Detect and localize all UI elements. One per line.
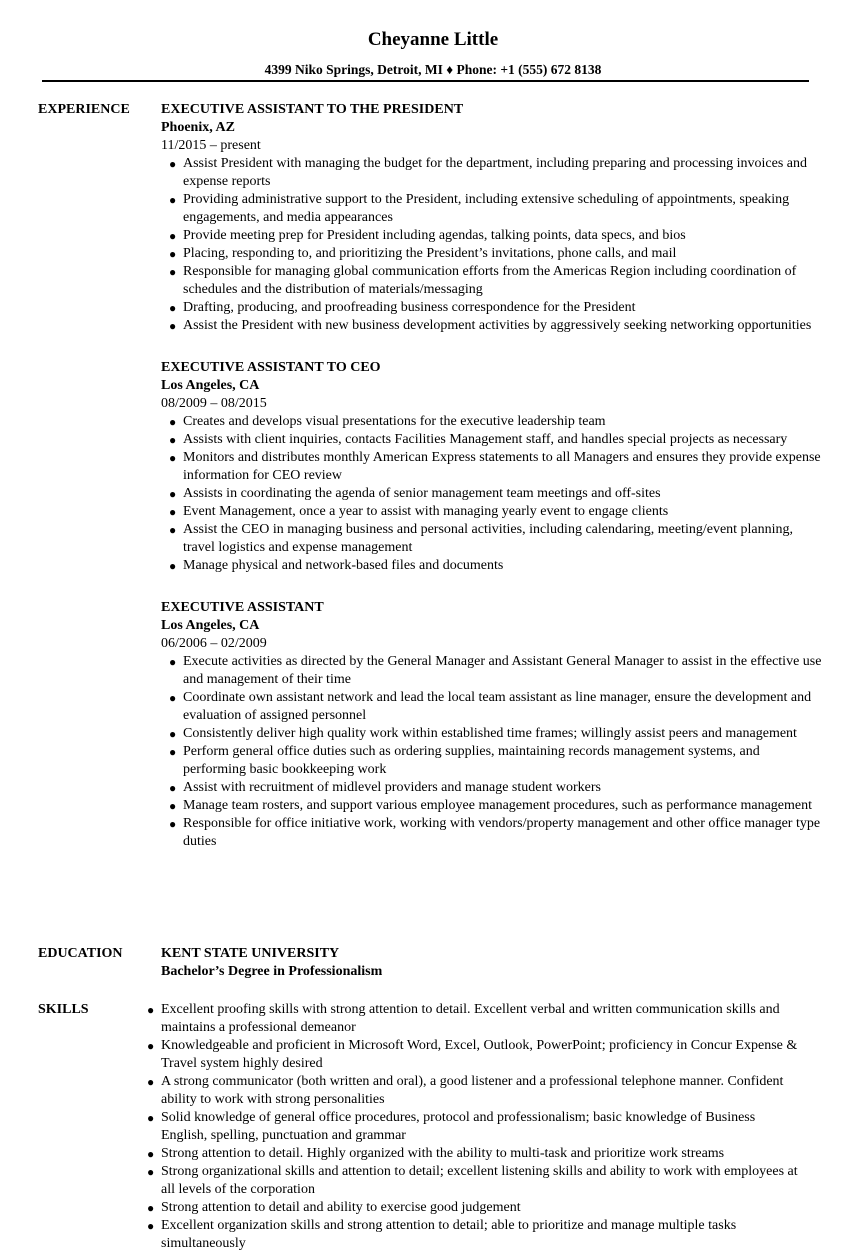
bullet-icon: ● <box>169 433 177 447</box>
bullet-text: Responsible for managing global communication efforts from the Americas Region including coordination of schedules and the distribution of materials/messaging <box>183 264 797 297</box>
job-entry <box>161 359 821 575</box>
list-item <box>161 263 823 299</box>
bullet-icon: ● <box>169 157 177 171</box>
skill-text: Excellent organization skills and strong attention to detail; able to prioritize and manage multiple tasks simultaneously <box>161 1218 737 1251</box>
job-bullets <box>161 653 821 851</box>
list-item <box>161 815 823 851</box>
list-item <box>161 779 823 797</box>
list-item <box>139 1217 801 1253</box>
degree-name: Bachelor’s Degree in Professionalism <box>161 964 383 979</box>
bullet-icon: ● <box>169 505 177 519</box>
list-item <box>161 299 823 317</box>
bullet-text: Assists with client inquiries, contacts Facilities Management staff, and handles special projects as necessary <box>183 432 788 447</box>
list-item <box>161 317 823 335</box>
list-item <box>161 743 823 779</box>
job-title: EXECUTIVE ASSISTANT <box>161 600 324 615</box>
list-item <box>161 521 823 557</box>
bullet-icon: ● <box>169 415 177 429</box>
bullet-text: Assist the CEO in managing business and personal activities, including calendaring, meeting/event planning, travel logistics and expense management <box>183 522 794 555</box>
bullet-text: Event Management, once a year to assist with managing yearly event to engage clients <box>183 504 669 519</box>
bullet-icon: ● <box>169 799 177 813</box>
list-item <box>139 1199 801 1217</box>
bullet-icon: ● <box>147 1219 155 1233</box>
bullet-icon: ● <box>169 691 177 705</box>
list-item <box>161 227 823 245</box>
list-item <box>161 653 823 689</box>
bullet-text: Assist President with managing the budget for the department, including preparing and processing invoices and expense reports <box>183 156 808 189</box>
skill-text: Strong attention to detail. Highly organized with the ability to multi-task and prioritize work streams <box>161 1146 725 1161</box>
bullet-icon: ● <box>147 1147 155 1161</box>
list-item <box>139 1001 801 1037</box>
skill-text: Solid knowledge of general office procedures, protocol and professionalism; basic knowledge of Business English, spelling, punctuation and grammar <box>161 1110 756 1143</box>
job-location: Los Angeles, CA <box>161 378 260 393</box>
list-item <box>161 485 823 503</box>
skill-text: Strong organizational skills and attention to detail; excellent listening skills and ability to work with employees at all levels of the corporation <box>161 1164 798 1197</box>
bullet-icon: ● <box>147 1165 155 1179</box>
header-divider <box>42 80 809 82</box>
bullet-icon: ● <box>147 1003 155 1017</box>
bullet-text: Drafting, producing, and proofreading business correspondence for the President <box>183 300 636 315</box>
skill-text: Strong attention to detail and ability to exercise good judgement <box>161 1200 521 1215</box>
job-title: EXECUTIVE ASSISTANT TO THE PRESIDENT <box>161 102 464 117</box>
bullet-text: Provide meeting prep for President including agendas, talking points, data specs, and bios <box>183 228 686 243</box>
job-location: Phoenix, AZ <box>161 120 235 135</box>
skills-bullets <box>139 1001 821 1253</box>
section-label-education: EDUCATION <box>38 946 123 961</box>
job-title: EXECUTIVE ASSISTANT TO CEO <box>161 360 381 375</box>
bullet-icon: ● <box>147 1039 155 1053</box>
list-item <box>161 431 823 449</box>
bullet-icon: ● <box>169 727 177 741</box>
bullet-text: Providing administrative support to the President, including extensive scheduling of appointments, speaking engagements, and media appearances <box>183 192 790 225</box>
bullet-icon: ● <box>169 781 177 795</box>
list-item <box>161 245 823 263</box>
bullet-icon: ● <box>147 1201 155 1215</box>
bullet-icon: ● <box>169 487 177 501</box>
job-entry <box>161 101 821 335</box>
list-item <box>161 689 823 725</box>
bullet-text: Responsible for office initiative work, working with vendors/property management and other office manager type duties <box>183 816 821 849</box>
bullet-icon: ● <box>169 817 177 831</box>
bullet-text: Perform general office duties such as ordering supplies, maintaining records management systems, and performing basic bookkeeping work <box>183 744 760 777</box>
list-item <box>161 449 823 485</box>
list-item <box>161 191 823 227</box>
list-item <box>161 503 823 521</box>
bullet-text: Creates and develops visual presentations for the executive leadership team <box>183 414 606 429</box>
bullet-icon: ● <box>169 745 177 759</box>
bullet-icon: ● <box>169 319 177 333</box>
list-item <box>161 557 823 575</box>
bullet-text: Manage team rosters, and support various employee management procedures, such as performance management <box>183 798 812 813</box>
skill-text: A strong communicator (both written and oral), a good listener and a professional telephone manner. Confident ability to work with strong personalities <box>161 1074 784 1107</box>
bullet-icon: ● <box>169 451 177 465</box>
bullet-icon: ● <box>147 1075 155 1089</box>
bullet-icon: ● <box>169 523 177 537</box>
list-item <box>139 1163 801 1199</box>
bullet-text: Coordinate own assistant network and lead the local team assistant as line manager, ensure the development and evaluation of assigned personnel <box>183 690 812 723</box>
section-label-skills: SKILLS <box>38 1002 89 1017</box>
section-label-experience: EXPERIENCE <box>38 102 130 117</box>
list-item <box>139 1109 801 1145</box>
list-item <box>139 1037 801 1073</box>
bullet-text: Assist with recruitment of midlevel providers and manage student workers <box>183 780 601 795</box>
bullet-icon: ● <box>169 247 177 261</box>
skill-text: Knowledgeable and proficient in Microsoft Word, Excel, Outlook, PowerPoint; proficiency in Concur Expense & Travel system highly desired <box>161 1038 798 1071</box>
job-entry <box>161 599 821 851</box>
bullet-text: Placing, responding to, and prioritizing the President’s invitations, phone calls, and mail <box>183 246 677 261</box>
bullet-icon: ● <box>169 229 177 243</box>
job-location: Los Angeles, CA <box>161 618 260 633</box>
list-item <box>161 413 823 431</box>
list-item <box>139 1145 801 1163</box>
bullet-icon: ● <box>169 655 177 669</box>
bullet-icon: ● <box>169 193 177 207</box>
bullet-icon: ● <box>169 265 177 279</box>
bullet-text: Assists in coordinating the agenda of senior management team meetings and off-sites <box>183 486 661 501</box>
list-item <box>161 725 823 743</box>
bullet-icon: ● <box>147 1111 155 1125</box>
school-name: KENT STATE UNIVERSITY <box>161 946 340 961</box>
list-item <box>161 155 823 191</box>
education-body <box>161 945 821 981</box>
bullet-text: Consistently deliver high quality work within established time frames; willingly assist peers and management <box>183 726 797 741</box>
bullet-icon: ● <box>169 301 177 315</box>
bullet-text: Execute activities as directed by the General Manager and Assistant General Manager to assist in the effective use and management of their time <box>183 654 822 687</box>
job-dates: 11/2015 – present <box>161 138 261 153</box>
list-item <box>161 797 823 815</box>
contact-line: 4399 Niko Springs, Detroit, MI ♦ Phone: +1 (555) 672 8138 <box>264 62 602 77</box>
job-dates: 06/2006 – 02/2009 <box>161 636 267 651</box>
candidate-name: Cheyanne Little <box>367 29 499 50</box>
bullet-text: Monitors and distributes monthly American Express statements to all Managers and ensures they provide expense information for CEO review <box>183 450 821 483</box>
job-bullets <box>161 413 821 575</box>
bullet-icon: ● <box>169 559 177 573</box>
experience-body <box>161 101 821 851</box>
skill-text: Excellent proofing skills with strong attention to detail. Excellent verbal and written communication skills and maintains a professional demeanor <box>161 1002 780 1035</box>
skills-body <box>147 1001 821 1253</box>
bullet-text: Assist the President with new business development activities by aggressively seeking networking opportunities <box>183 318 812 333</box>
list-item <box>139 1073 801 1109</box>
bullet-text: Manage physical and network-based files and documents <box>183 558 504 573</box>
job-dates: 08/2009 – 08/2015 <box>161 396 267 411</box>
job-bullets <box>161 155 821 335</box>
